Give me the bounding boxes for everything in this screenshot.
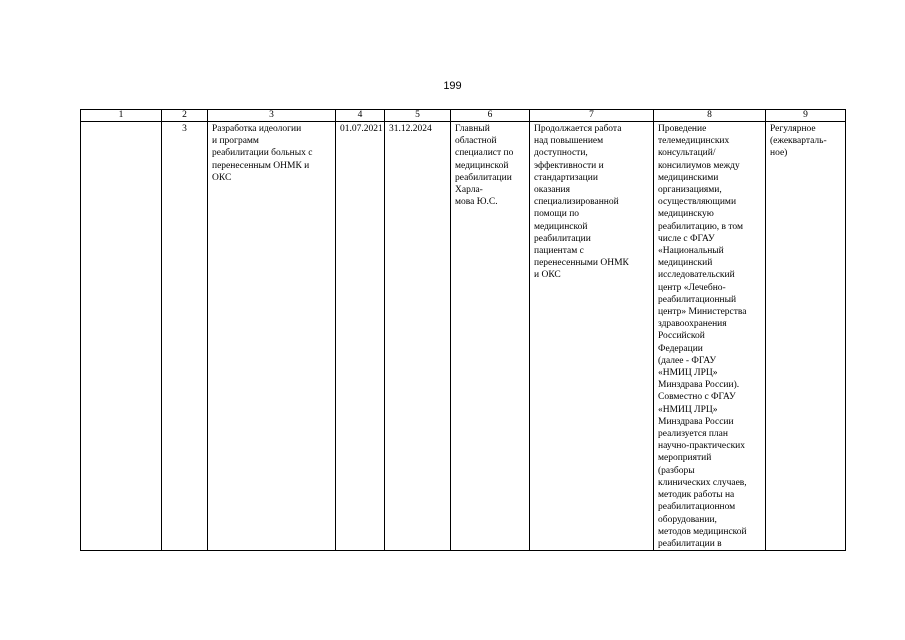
cell-item-number: 3: [162, 122, 208, 551]
column-header-3: 3: [208, 110, 336, 122]
cell-activity-name: Разработка идеологии и программ реабилитации больных с перенесенным ОНМК и ОКС: [208, 122, 336, 551]
column-header-5: 5: [385, 110, 451, 122]
table-row: [81, 122, 846, 551]
column-header-9: 9: [766, 110, 846, 122]
column-header-8: 8: [654, 110, 766, 122]
activity-plan-table: [80, 109, 846, 551]
column-header-7: 7: [530, 110, 654, 122]
table-header-row: [81, 110, 846, 122]
cell-description: Проведение телемедицинских консультаций/ консилиумов между медицинскими организациями, осуществляющими медицинскую реабилитацию, в том числе с ФГАУ «Национальный медицинский исследовательский центр «Лечебно- реабилитационный центр» Министерства здравоохранения Российской Федерации (далее - ФГАУ «НМИЦ ЛРЦ» Минздрава России). Совместно с ФГАУ «НМИЦ ЛРЦ» Минздрава России реализуется план научно-практических мероприятий (разборы клинических случаев, методик работы на реабилитационном оборудовании, методов медицинской реабилитации в: [654, 122, 766, 551]
cell-periodicity: Регулярное (ежекварталь- ное): [766, 122, 846, 551]
cell-result: Продолжается работа над повышением доступности, эффективности и стандартизации оказания специализированной помощи по медицинской реабилитации пациентам с перенесенными ОНМК и ОКС: [530, 122, 654, 551]
cell-section: [81, 122, 162, 551]
column-header-1: 1: [81, 110, 162, 122]
page-number: 199: [443, 80, 462, 92]
column-header-6: 6: [451, 110, 530, 122]
column-header-4: 4: [336, 110, 385, 122]
cell-end-date: 31.12.2024: [385, 122, 451, 551]
cell-start-date: 01.07.2021: [336, 122, 385, 551]
cell-responsible: Главный областной специалист по медицинской реабилитации Харла- мова Ю.С.: [451, 122, 530, 551]
column-header-2: 2: [162, 110, 208, 122]
